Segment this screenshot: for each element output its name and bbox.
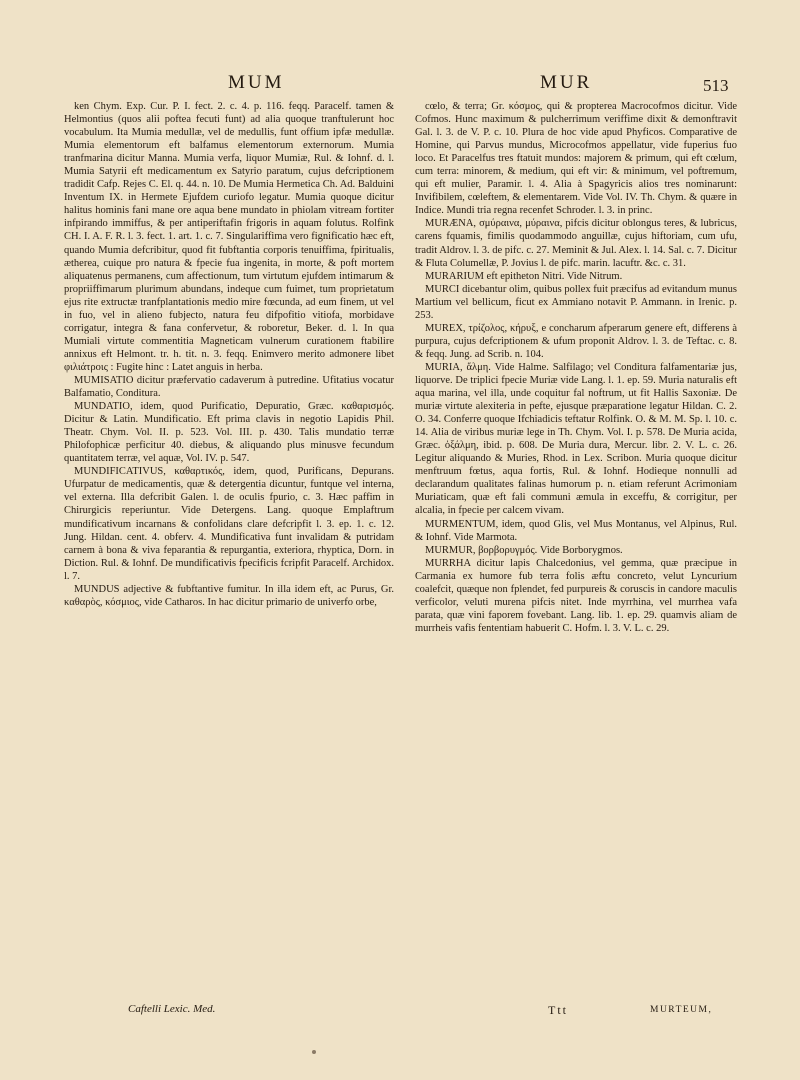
paragraph-mumia: ken Chym. Exp. Cur. P. I. fect. 2. c. 4. p. 116. feqq. Paracelf. tamen & Helmontius (quos alii poftea fecuti funt) ad alia quoque tranftulerunt hoc vocabulum. Ita Mumia medullæ, vel de medullis, funt offium ipfæ medullæ. Mumia elementorum eft balfamus elementorum externorum. Mumia tranfmarina dicitur Manna. Mumia verfa, liquor Mumiæ, Rul. & Iohnf. d. l. Mumia Satyrii eft medicamentum ex Satyrio paratum, cujus defcriptionem tradidit Cafp. Rejes C. El. q. 44. n. 10. De Mumia Hermetica Ch. Ad. Balduini Inventum IX. in Hermete Ejufdem curiofo legatur. Mumia quoque dicitur halitus hominis fani mane ore aqua bene mundato in phiolam vitream fortiter infpirando immiffus, & per antiperiftafin frigoris in aquam folutus. Rolfink CH. I. A. F. R. l. 3. fect. 1. art. 1. c. 7. Singulariffima vero fignificatio hæc eft, quando Mumia defcribitur, quod fit fubftantia corporis tenuiffima, fpiritualis, ætherea, cuique pro natura & fpecie fua ingenita, in morte, & poft mortem aliquatenus permanens, cum affectionum, tum virtutum ejufdem intimarum & propriiffimarum plurimum abundans, indeque cum fuimet, tum proprietatum ejus rite extructæ tranfplantationis medio mire fœcunda, ad eum finem, ut vel in fuo, vel in alieno fubjecto, natura feu difpofitio vitiofa, morbidave corrigatur, integra & fana confervetur, & roboretur, Beker. d. l. In qua Mumiali virtute commentitia Magneticam vulnerum curationem ftabilire annixus eft Helmont. tr. h. tit. n. 3. feqq. Enimvero merito admonere libet φιλιάτροις : Fugite hinc : Latet anguis in herba. (64, 101, 394, 373)
paragraph-mundificativus: MUNDIFICATIVUS, καθαρτικός, idem, quod, Purificans, Depurans. Ufurpatur de medicamentis, quæ & detergentia dicuntur, funtque vel interna, vel externa. Illa defcribit Galen. l. de oculis fpurio, c. 3. Hæc paffim in Chirurgicis reperiuntur. Vide Detergens. Lang. quoque Emplaftrum mundificativum incarnans & confolidans clare defcripfit l. 3. ep. 1. c. 12. Jung. Hildan. cent. 4. obferv. 4. Mundificativa funt invalidam & putridam carnem à bona & viva feparantia & repurgantia, exteriora, rhyptica, Dorn. in Diction. Rul. & Iohnf. De mundificativis fpecificis fcripfit Paracelf. Archidox. l. 7. (64, 466, 394, 582)
paragraph-murmur: MURMUR, βορβορυγμός. Vide Borborygmos. (425, 544, 623, 556)
paragraph-muraena: MURÆNA, σμύραινα, μύραινα, pifcis dicitur oblongus teres, & lubricus, carens fquamis, fimilis quodammodo anguillæ, cujus hiftoriam, cum ufu, tradit Aldrov. l. 3. de pifc. c. 27. Meminit & Jul. Alex. l. 14. Sal. c. 7. Dicitur & Fluta Columellæ, P. Jovius l. de pifc. marin. lacuftr. &c. c. 31. (415, 218, 737, 269)
paragraph-murmentum: MURMENTUM, idem, quod Glis, vel Mus Montanus, vel Alpinus, Rul. & Iohnf. Vide Marmota. (415, 518, 737, 543)
paragraph-murci: MURCI dicebantur olim, quibus pollex fuit præcifus ad evitandum munus Martium vel bellicum, ficut ex Ammiano notavit P. Ammann. in Irenic. p. 253. (415, 283, 737, 321)
running-head-left: MUM (228, 72, 285, 93)
paragraph-mundatio: MUNDATIO, idem, quod Purificatio, Depuratio, Græc. καθαρισμός. Dicitur & Latin. Mundificatio. Eft prima clavis in negotio Lapidis Phil. Theatr. Chym. Vol. II. p. 523. Vol. III. p. 430. Talis mundatio terræ Philofophicæ perficitur 40. diebus, & aliquando plus minusve fecundum quantitatem terræ, vel aquæ, Vol. IV. p. 547. (64, 401, 394, 465)
running-head-right: MUR (540, 72, 593, 93)
page-number: 513 (703, 76, 729, 95)
right-column (415, 100, 737, 635)
paragraph-muria: MURIA, ἅλμη. Vide Halme. Salfilago; vel Conditura falfamentariæ jus, liquorve. De triplici fpecie Muriæ vide Lang. l. 1. ep. 59. Muria naturalis eft aqua marina, vel illa, unde coquitur fal noftrum, ut fit Hallis Saxoniæ. De muriæ virtute alexiteria in pefte, ejusque præparatione legatur Hildan. C. 2. O. 34. Conferre quoque Ifchiadicis teftatur Rolfink. O. & M. M. Sp. l. 10. c. 14. Alia de viribus muriæ lege in Th. Chym. Vol. I. p. 578. De Muria acida, Græc. ὀξάλμη, ibid. p. 608. De Muria dura, Mercur. libr. 2. V. L. c. 26. Legitur aliquando & Muries, Rhod. in Lex. Scribon. Muria quoque dicitur menftruum fœtus, aqua fortis, Rul. & Iohnf. Hodieque nonnulli ad declarandum qualitates falinas humorum p. n. etiam referunt Acrimoniam Muriaticam, quæ eft fali communi æmula in exceffu, & corrigitur, per alcalia, in fpecie per calcem vivam. (415, 361, 737, 517)
paper-speck (312, 1050, 316, 1054)
paragraph-mundus-cont: cœlo, & terra; Gr. κόσμος, qui & propterea Macrocofmos dicitur. Vide Cofmos. Hunc maximum & pulcherrimum veriffime dixit & demonftravit Gal. l. 3. de V. P. c. 10. Plura de hoc vide apud Phyficos. Comparative de Homine, qui Parvus mundus, Microcofmos appellatur, vide fuperius fuo loco. Et Paracelfus tres ftatuit mundos: majorem & primum, qui eft cœlum, cum terra: minorem, & medium, qui eft vir: & minimum, vel poftremum, qui eft mulier, Paramir. l. 4. Alia à Spagyricis alios tres nominarunt: Invifibilem, cœleftem, & elementarem. Vide Vol. IV. Th. Chym. & quære in Indice. Mundi tria regna recenfet Schroder. l. 3. in princ. (415, 101, 737, 217)
signature-mark: Ttt (548, 1003, 568, 1017)
paragraph-murex: MUREX, τρίζολος, κήρυξ, e concharum afperarum genere eft, differens à purpura, cujus defcriptionem & ufum proponit Aldrov. l. 3. de Teftac. c. 8. & feqq. Jung. ad Scrib. n. 104. (415, 322, 737, 360)
footer-source: Caftelli Lexic. Med. (128, 1003, 216, 1015)
left-column (64, 100, 394, 609)
paragraph-mundus: MUNDUS adjective & fubftantive fumitur. In illa idem eft, ac Purus, Gr. καθαρὸς, κόσμιος, vide Catharos. In hac dicitur primario de univerfo orbe, (64, 583, 394, 608)
paragraph-murarium: MURARIUM eft epitheton Nitri. Vide Nitrum. (425, 270, 623, 282)
paragraph-mumisatio: MUMISATIO dicitur præfervatio cadaverum à putredine. Ufitatius vocatur Balfamatio, Conditura. (64, 374, 394, 400)
paragraph-murrha: MURRHA dicitur lapis Chalcedonius, vel gemma, quæ præcipue in Carmania ex humore fub terra folis æftu concreto, velut Lyncurium coalefcit, quæque non fplendet, fed purpureis & coruscis in candore maculis verficolor, veluti murena pifcis nitet. Inde myrrhina, vel murrhea vafa parata, quæ vini faporem fovebant. Lang. lib. 1. ep. 29. quamvis aliam de murrheis vafis fententiam habuerit C. Hofm. l. 3. V. L. c. 29. (415, 557, 737, 634)
catchword: MURTEUM, (650, 1005, 713, 1015)
